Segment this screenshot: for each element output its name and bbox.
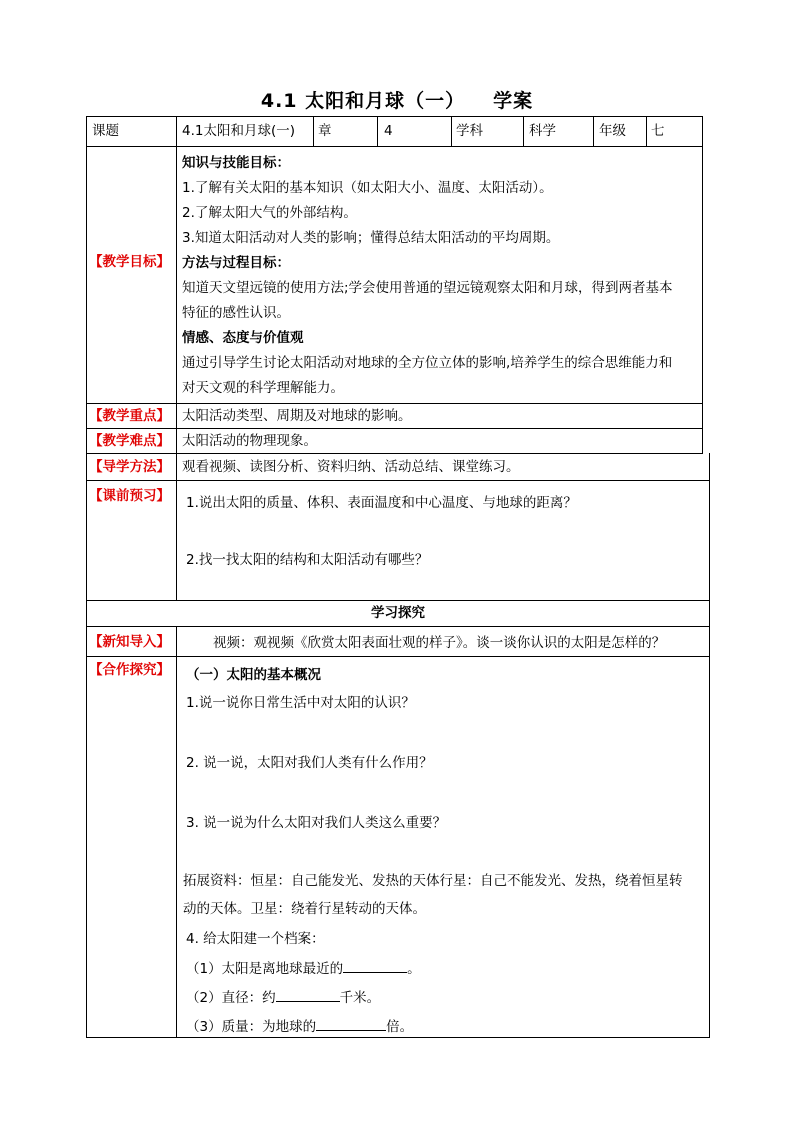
methods-label: 【导学方法】 bbox=[89, 459, 170, 475]
fill-blank[interactable] bbox=[316, 1016, 386, 1031]
cooperation-label: 【合作探究】 bbox=[89, 662, 170, 678]
exploration-heading: 学习探究 bbox=[371, 605, 425, 621]
section-heading: （一）太阳的基本概况 bbox=[186, 667, 321, 683]
fill-in-item: （2）直径：约 千米。 bbox=[186, 987, 380, 1008]
archive-heading: 4. 给太阳建一个档案： bbox=[186, 931, 325, 947]
subject-label: 学科 bbox=[456, 123, 483, 139]
topic-value: 4.1太阳和月球(一) bbox=[182, 123, 296, 139]
fill-blank[interactable] bbox=[276, 987, 340, 1002]
fill-in-item: （1）太阳是离地球最近的 。 bbox=[186, 958, 421, 979]
cooperation-question: 2. 说一说，太阳对我们人类有什么作用？ bbox=[186, 755, 433, 771]
method-heading: 方法与过程目标： bbox=[182, 255, 290, 271]
chapter-value: 4 bbox=[384, 123, 393, 139]
difficulties-text: 太阳活动的物理现象。 bbox=[182, 433, 317, 449]
emotion-line: 对天文观的科学理解能力。 bbox=[182, 380, 344, 396]
intro-text: 视频：观视频《欣赏太阳表面壮观的样子》。谈一谈你认识的太阳是怎样的？ bbox=[213, 635, 666, 651]
methods-text: 观看视频、读图分析、资料归纳、活动总结、课堂练习。 bbox=[182, 459, 520, 475]
key-points-label: 【教学重点】 bbox=[89, 408, 170, 424]
preview-question: 2.找一找太阳的结构和太阳活动有哪些？ bbox=[186, 552, 429, 568]
method-line: 知道天文望远镜的使用方法;学会使用普通的望远镜观察太阳和月球，得到两者基本 bbox=[182, 280, 673, 296]
grade-value: 七 bbox=[651, 123, 665, 139]
document-title: 4.1 太阳和月球（一） 学案 bbox=[260, 90, 534, 112]
grade-label: 年级 bbox=[599, 123, 626, 139]
fill-in-item: （3）质量：为地球的 倍。 bbox=[186, 1016, 413, 1037]
preview-question: 1.说出太阳的质量、体积、表面温度和中心温度、与地球的距离？ bbox=[186, 495, 577, 511]
method-line: 特征的感性认识。 bbox=[182, 305, 290, 321]
preview-label: 【课前预习】 bbox=[89, 488, 170, 504]
objectives-label: 【教学目标】 bbox=[89, 254, 170, 270]
cooperation-question: 1.说一说你日常生活中对太阳的认识？ bbox=[186, 695, 415, 711]
emotion-heading: 情感、态度与价值观 bbox=[182, 330, 304, 346]
chapter-label: 章 bbox=[318, 123, 332, 139]
cooperation-question: 3. 说一说为什么太阳对我们人类这么重要？ bbox=[186, 815, 447, 831]
knowledge-item: 2.了解太阳大气的外部结构。 bbox=[182, 205, 357, 221]
topic-label: 课题 bbox=[92, 123, 119, 139]
key-points-text: 太阳活动类型、周期及对地球的影响。 bbox=[182, 408, 412, 424]
knowledge-heading: 知识与技能目标： bbox=[182, 155, 290, 171]
difficulties-label: 【教学难点】 bbox=[89, 433, 170, 449]
intro-label: 【新知导入】 bbox=[89, 634, 170, 650]
subject-value: 科学 bbox=[529, 123, 556, 139]
knowledge-item: 3.知道太阳活动对人类的影响；懂得总结太阳活动的平均周期。 bbox=[182, 230, 560, 246]
emotion-line: 通过引导学生讨论太阳活动对地球的全方位立体的影响,培养学生的综合思维能力和 bbox=[182, 355, 673, 371]
extension-line: 拓展资料：恒星：自己能发光、发热的天体行星：自己不能发光、发热，绕着恒星转 bbox=[183, 873, 683, 889]
extension-line: 动的天体。卫星：绕着行星转动的天体。 bbox=[183, 901, 426, 917]
knowledge-item: 1.了解有关太阳的基本知识（如太阳大小、温度、太阳活动）。 bbox=[182, 180, 553, 196]
fill-blank[interactable] bbox=[343, 958, 407, 973]
